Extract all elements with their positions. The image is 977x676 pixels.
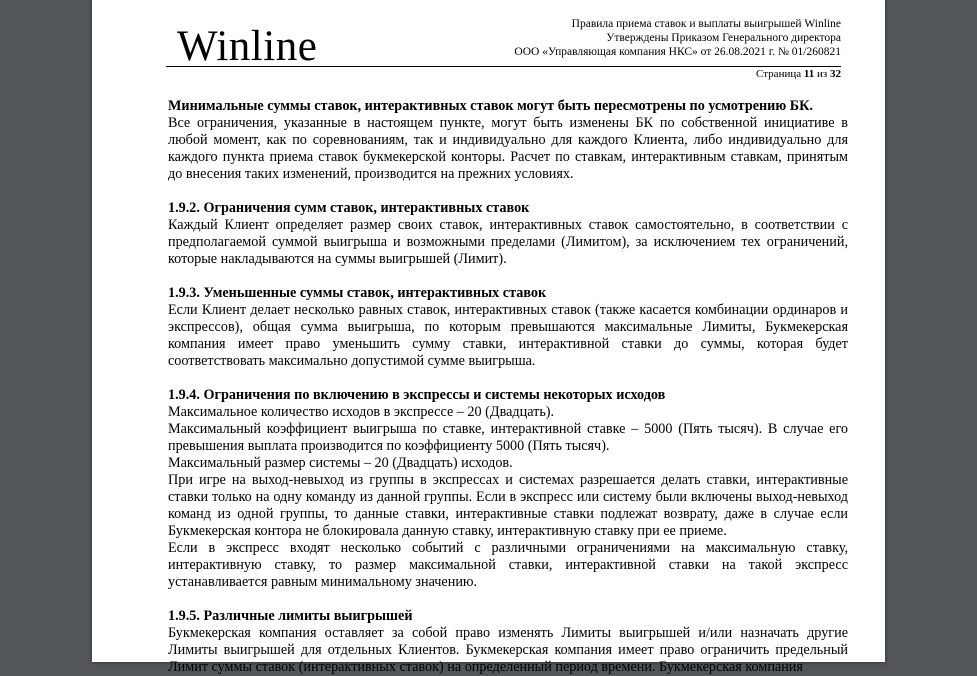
section-1-9-5 [168, 608, 848, 676]
header-divider [166, 66, 841, 67]
section-paragraph: Если Клиент делает несколько равных ставок, интерактивных ставок (также касается комбинации ординаров и экспрессов), общая сумма выигрыша, по которым превышаются максимальные Лимиты, Букмекерская компания имеет право уменьшить сумму ставки, интерактивной ставки до суммы, которая будет соответствовать максимально допустимой сумме выигрыша. [168, 302, 848, 369]
document-page [92, 0, 885, 675]
section-paragraph: Если в экспресс входят несколько событий с различными ограничениями на максимальную ставку, интерактивную ставку, то размер максимальной ставки, интерактивной ставки на такой экспресс устанавливается равным минимальному значению. [168, 540, 848, 590]
section-title: 1.9.3. Уменьшенные суммы ставок, интерактивных ставок [168, 285, 547, 301]
section-paragraph: Букмекерская компания оставляет за собой право изменять Лимиты выигрышей и/или назначать другие Лимиты выигрышей для отдельных Клиентов. Букмекерская компания имеет право ограничить предельный Лимит суммы ставок (интерактивных ставок) на определенный период времени. Букмекерская компания [168, 625, 848, 675]
page-sep: из [817, 68, 828, 80]
section-1-9-3 [168, 285, 848, 370]
page-prefix: Страница [756, 68, 802, 80]
page-current: 11 [803, 68, 815, 80]
header-line: ООО «Управляющая компания НКС» от 26.08.2021 г. № 01/260821 [514, 46, 841, 58]
header-info [514, 17, 841, 59]
page-number [756, 68, 841, 80]
section-title: 1.9.4. Ограничения по включению в экспрессы и системы некоторых исходов [168, 387, 666, 403]
intro-lead: Минимальные суммы ставок, интерактивных ставок могут быть пересмотрены по усмотрению БК. [168, 98, 813, 114]
section-1-9-4 [168, 387, 848, 591]
section-paragraph: При игре на выход-невыход из группы в экспрессах и системах разрешается делать ставки, интерактивные ставки только на одну команду из данной группы. Если в экспресс или систему были включены выход-невыход команд из одной группы, то данные ставки, интерактивные ставки подлежат возврату, даже в случае если Букмекерская контора не блокировала данную ставку, интерактивную ставку при ее приеме. [168, 472, 848, 539]
section-title: 1.9.5. Различные лимиты выигрышей [168, 608, 413, 624]
section-paragraph: Каждый Клиент определяет размер своих ставок, интерактивных ставок самостоятельно, в соответствии с предполагаемой суммой выигрыша и возможными пределами (Лимитом), за исключением тех ограничений, которые накладываются на суммы выигрышей (Лимит). [168, 217, 848, 267]
intro-text: Все ограничения, указанные в настоящем пункте, могут быть изменены БК по собственной инициативе в любой момент, как по соревнованиям, так и индивидуально для каждого Клиента, либо индивидуально для каждого пункта приема ставок букмекерской конторы. Расчет по ставкам, интерактивным ставкам, принятым до внесения таких изменений, производится на прежних условиях. [168, 115, 848, 182]
document-body [168, 98, 848, 676]
header-line: Утверждены Приказом Генерального директора [606, 32, 841, 44]
page-total: 32 [830, 68, 841, 80]
section-title: 1.9.2. Ограничения сумм ставок, интерактивных ставок [168, 200, 530, 216]
section-1-9-2 [168, 200, 848, 268]
section-paragraph: Максимальное количество исходов в экспрессе – 20 (Двадцать). [168, 404, 555, 420]
winline-logo: Winline [177, 23, 318, 70]
header-line: Правила приема ставок и выплаты выигрышей Winline [571, 18, 841, 30]
section-paragraph: Максимальный размер системы – 20 (Двадцать) исходов. [168, 455, 513, 471]
section-paragraph: Максимальный коэффициент выигрыша по ставке, интерактивной ставке – 5000 (Пять тысяч). В случае его превышения выплата производится по коэффициенту 5000 (Пять тысяч). [168, 421, 848, 454]
